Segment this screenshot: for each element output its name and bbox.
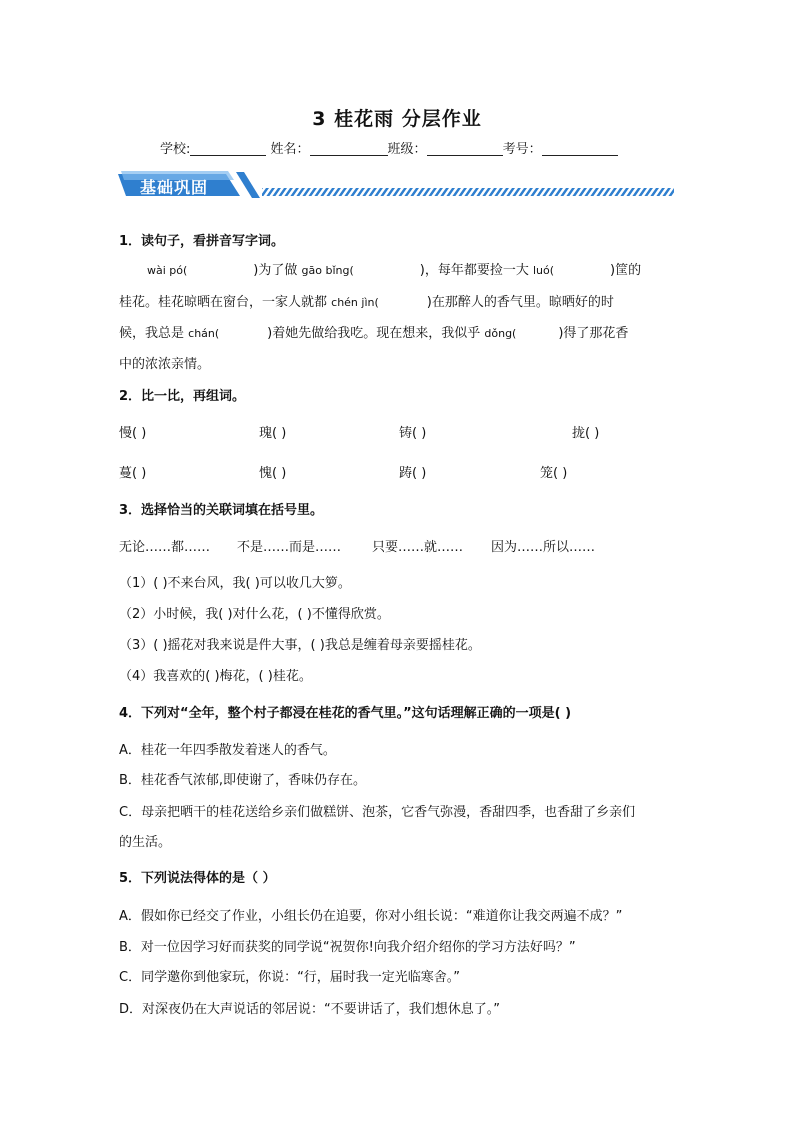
pinyin-chenjin: chén jìn( [331,296,379,309]
q3-choice: 无论……都…… [119,540,211,555]
q1-text: 桂花。桂花晾晒在窗台，一家人就都 [119,295,332,310]
pinyin-dong: dǒng( [484,327,517,340]
info-line [160,138,618,157]
q2-item: 蔓( ) [119,466,147,481]
q1-text: )着她先做给我吃。现在想来，我似乎 [267,326,485,341]
q1-text: )为了做 [253,263,302,278]
q4-option-c: C．母亲把晒干的桂花送给乡亲们做糕饼、泡茶，它香气弥漫，香甜四季，也香甜了乡亲们 [119,805,636,820]
q3-item: （3）( )摇花对我来说是件大事，( )我总是缠着母亲要摇桂花。 [119,638,481,653]
school-blank[interactable] [190,141,266,156]
q2-item: 笼( ) [540,466,568,481]
name-label: 姓名： [270,142,310,157]
section-banner [118,168,678,204]
q2-item: 踌( ) [399,466,427,481]
q1-line3 [119,322,628,341]
q4-option-a: A．桂花一年四季散发着迷人的香气。 [119,743,336,758]
pinyin-luo: luó( [532,264,555,277]
q2-item: 拢( ) [572,426,600,441]
q1-text: )得了那花香 [558,326,629,341]
pinyin-chan: chán( [188,327,220,340]
pinyin-gaobing: gāo bǐng( [301,264,354,277]
q1-line4: 中的浓浓亲情。 [119,357,211,372]
page-title: 3 桂花雨 分层作业 [312,108,482,130]
q2-item: 慢( ) [119,426,147,441]
q4-heading: 4．下列对“全年，整个村子都浸在桂花的香气里。”这句话理解正确的一项是( ) [119,706,572,721]
q4-option-b: B．桂花香气浓郁,即使谢了，香味仍存在。 [119,773,367,788]
q5-option-a: A．假如你已经交了作业，小组长仍在追要，你对小组长说：“难道你让我交两遍不成？” [119,909,623,924]
banner-label: 基础巩固 [140,178,209,197]
q2-item: 瑰( ) [259,426,287,441]
q3-choice: 因为……所以…… [491,540,596,555]
q3-heading: 3．选择恰当的关联词填在括号里。 [119,503,324,518]
q1-text: )，每年都要捡一大 [419,263,533,278]
q4-option-c-cont: 的生活。 [119,835,172,850]
q3-choice: 只要……就…… [372,540,464,555]
class-label: 班级： [387,142,427,157]
name-blank[interactable] [310,141,388,156]
q3-item: （4）我喜欢的( )梅花，( )桂花。 [119,669,312,684]
q2-item: 愧( ) [259,466,287,481]
q2-item: 铸( ) [399,426,427,441]
q1-text: )筐的 [610,263,642,278]
number-blank[interactable] [542,141,618,156]
q3-item: （2）小时候，我( )对什么花，( )不懂得欣赏。 [119,607,390,622]
class-blank[interactable] [427,141,503,156]
q5-option-b: B．对一位因学习好而获奖的同学说“祝贺你!向我介绍介绍你的学习方法好吗？” [119,940,576,955]
q5-heading: 5．下列说法得体的是（ ） [119,871,276,886]
q5-option-d: D．对深夜仍在大声说话的邻居说：“不要讲话了，我们想休息了。” [119,1002,500,1017]
q5-option-c: C．同学邀你到他家玩，你说：“行，届时我一定光临寒舍。” [119,970,461,985]
q1-line1 [147,259,641,278]
q2-heading: 2．比一比，再组词。 [119,389,246,404]
q3-item: （1）( )不来台风，我( )可以收几大箩。 [119,576,351,591]
q1-line2 [119,291,614,310]
q3-choice: 不是……而是…… [237,540,342,555]
q1-text: )在那醉人的香气里。晾晒好的时 [426,295,614,310]
q1-heading: 1．读句子，看拼音写字词。 [119,234,285,249]
school-label: 学校: [160,142,191,157]
q1-text: 候，我总是 [119,326,189,341]
pinyin-waipo: wài pó( [147,264,188,277]
number-label: 考号： [502,142,542,157]
